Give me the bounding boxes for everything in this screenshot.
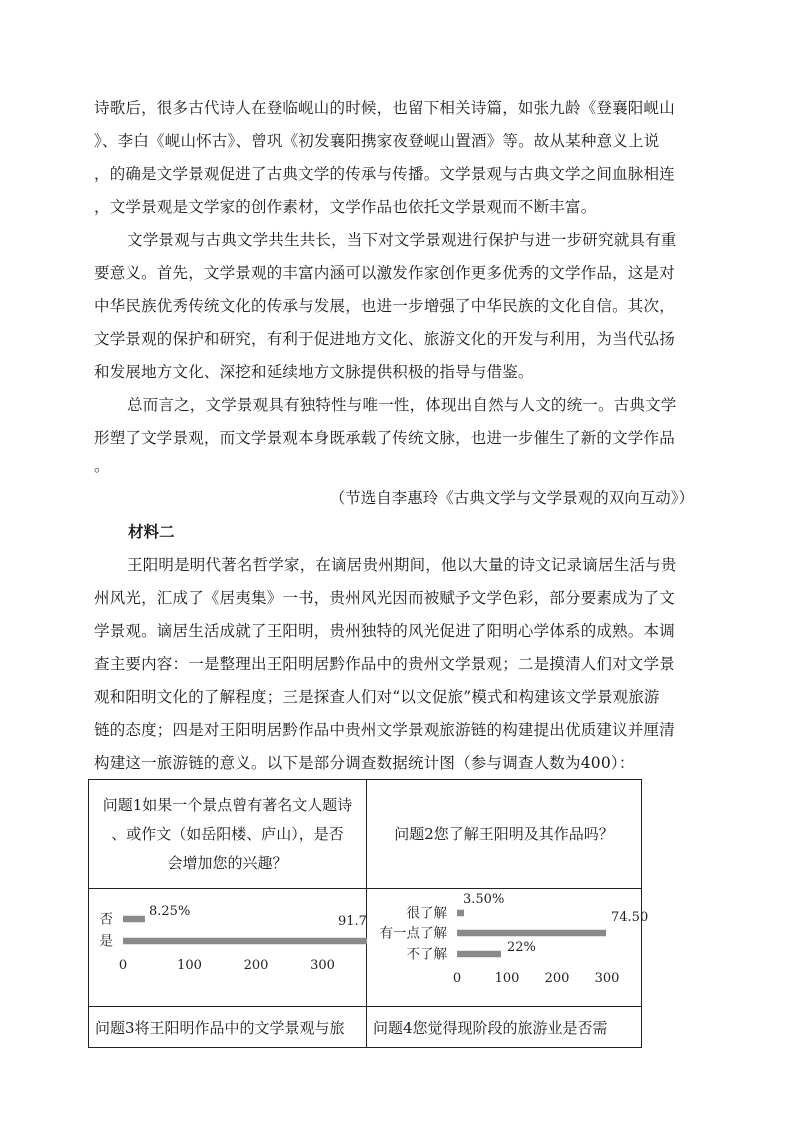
paragraph-line: 文学景观的保护和研究，有利于促进地方文化、旅游文化的开发与利用，为当代弘扬 (94, 330, 675, 348)
chart2-svg (367, 889, 649, 1002)
data-label: 3.50% (463, 892, 505, 907)
paragraph-line: 文学景观与古典文学共生共长，当下对文学景观进行保护与进一步研究就具有重 (127, 231, 677, 249)
paragraph-line: 学景观。谪居生活成就了王阳明，贵州独特的风光促进了阳明心学体系的成熟。本调 (94, 622, 675, 640)
question1-line: 问题1如果一个景点曾有著名文人题诗 (102, 795, 353, 814)
paragraph-line: 王阳明是明代著名哲学家，在谪居贵州期间，他以大量的诗文记录谪居生活与贵 (127, 556, 677, 574)
paragraph-line: 总而言之，文学景观具有独特性与唯一性，体现出自然与人文的统一。古典文学 (127, 396, 677, 414)
paragraph-line: 链的态度；四是对王阳明居黔作品中贵州文学景观旅游链的构建提出优质建议并厘清 (94, 721, 675, 739)
bar (123, 938, 367, 945)
x-tick-label: 0 (452, 971, 462, 986)
paragraph-line: 》、李白《岘山怀古》、曾巩《初发襄阳携家夜登岘山置酒》等。故从某种意义上说 (94, 132, 660, 150)
x-tick-label: 200 (243, 958, 269, 973)
survey-table (88, 779, 649, 1048)
chart1-svg (89, 889, 366, 1002)
bar (123, 916, 145, 923)
category-label: 很了解 (406, 905, 447, 922)
category-label: 不了解 (406, 946, 447, 963)
data-label: 91.7 (338, 914, 367, 929)
question1-line: 、或作文（如岳阳楼、庐山），是否 (111, 824, 344, 843)
data-label: 74.50 (611, 910, 649, 925)
data-label: 8.25% (149, 904, 191, 919)
source-citation: （节选自李惠玲《古典文学与文学景观的双向互动》） (329, 489, 694, 507)
x-tick-label: 300 (594, 971, 620, 986)
paragraph-line: 要意义。首先，文学景观的丰富内涵可以激发作家创作更多优秀的文学作品，这是对 (94, 264, 675, 282)
question1-line: 会增加您的兴趣？ (167, 853, 288, 872)
chart2-cell (367, 889, 649, 1007)
x-tick-label: 300 (310, 958, 335, 973)
bar (457, 951, 501, 958)
x-tick-label: 0 (118, 958, 128, 973)
paragraph-line: 。 (94, 457, 110, 475)
category-label: 是 (99, 933, 113, 950)
data-label: 22% (507, 940, 536, 955)
paragraph-line: ，的确是文学景观促进了古典文学的传承与传播。文学景观与古典文学之间血脉相连 (94, 165, 675, 183)
paragraph-line: 观和阳明文化的了解程度；三是探查人们对“以文促旅”模式和构建该文学景观旅游 (94, 688, 660, 706)
paragraph-line: ，文学景观是文学家的创作素材，文学作品也依托文学景观而不断丰富。 (94, 198, 597, 216)
paragraph-line: 查主要内容：一是整理出王阳明居黔作品中的贵州文学景观；二是摸清人们对文学景 (94, 655, 675, 673)
bar (457, 910, 464, 917)
category-label: 否 (99, 911, 113, 928)
question4-text: 问题4您觉得现阶段的旅游业是否需 (373, 1018, 608, 1037)
question3-cell (89, 1007, 367, 1048)
paragraph-line: 形塑了文学景观，而文学景观本身既承载了传统文脉，也进一步催生了新的文学作品 (94, 429, 675, 447)
chart1-cell (89, 889, 367, 1007)
paragraph-line: 和发展地方文化、深挖和延续地方文脉提供积极的指导与借鉴。 (94, 363, 534, 381)
question1-cell (89, 780, 367, 889)
question3-text: 问题3将王阳明作品中的文学景观与旅 (95, 1018, 345, 1037)
question2-cell (367, 780, 642, 889)
material2-heading: 材料二 (128, 522, 175, 541)
category-label: 有一点了解 (379, 925, 447, 942)
x-tick-label: 200 (544, 971, 570, 986)
paragraph-line: 构建这一旅游链的意义。以下是部分调查数据统计图（参与调查人数为400）： (94, 754, 635, 772)
question2-text: 问题2您了解王阳明及其作品吗？ (394, 824, 614, 843)
paragraph-line: 中华民族优秀传统文化的传承与发展，也进一步增强了中华民族的文化自信。其次， (94, 297, 675, 315)
x-tick-label: 100 (177, 958, 202, 973)
paragraph-line: 诗歌后，很多古代诗人在登临岘山的时候，也留下相关诗篇，如张九龄《登襄阳岘山 (94, 99, 675, 117)
question4-cell (367, 1007, 642, 1048)
paragraph-line: 州风光，汇成了《居夷集》一书，贵州风光因而被赋予文学色彩，部分要素成为了文 (94, 589, 675, 607)
x-tick-label: 100 (494, 971, 520, 986)
bar (457, 930, 606, 937)
